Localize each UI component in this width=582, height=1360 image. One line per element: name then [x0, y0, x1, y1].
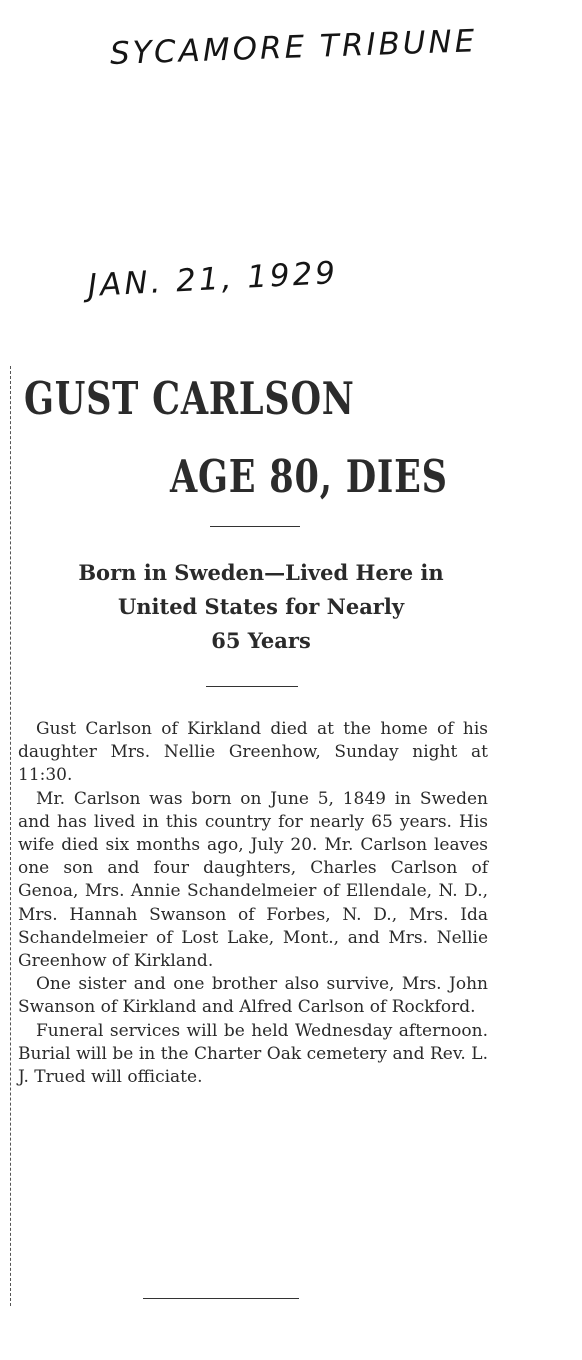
subheadline-line-3: 65 Years: [211, 628, 311, 653]
subheadline-divider: [206, 686, 298, 687]
article-body: [18, 718, 488, 1089]
headline-line-1: GUST CARLSON: [24, 372, 355, 425]
handwritten-newspaper-name: SYCAMORE TRIBUNE: [109, 23, 478, 72]
article-paragraph-biography: Mr. Carlson was born on June 5, 1849 in Sweden and has lived in this country for nearly 65 years. His wife died six months ago, July 20. Mr. Carlson leaves one son and four daughters, Charles Carlson of Genoa, Mrs. Annie Schandelmeier of Ellendale, N. D., Mrs. Hannah Swanson of Forbes, N. D., Mrs. Ida Schandelmeier of Lost Lake, Mont., and Mrs. Nellie Greenhow of Kirkland.: [18, 788, 488, 972]
article-end-rule: [143, 1298, 299, 1299]
article-paragraph-funeral: Funeral services will be held Wednesday afternoon. Burial will be in the Charter Oak cemetery and Rev. L. J. Trued will officiate.: [18, 1020, 488, 1088]
headline-divider: [210, 526, 300, 527]
clipping-cut-edge: [10, 366, 11, 1306]
newspaper-clipping: [10, 360, 496, 1320]
subheadline-line-1: Born in Sweden—Lived Here in: [78, 560, 444, 585]
subheadline-line-2: United States for Nearly: [117, 594, 405, 619]
article-paragraph-siblings: One sister and one brother also survive, Mrs. John Swanson of Kirkland and Alfred Carlson of Rockford.: [18, 974, 488, 1018]
article-paragraph-death: Gust Carlson of Kirkland died at the home of his daughter Mrs. Nellie Greenhow, Sunday night at 11:30.: [18, 719, 488, 786]
headline-line-2: AGE 80, DIES: [170, 450, 448, 503]
handwritten-date: JAN. 21, 1929: [87, 254, 339, 304]
